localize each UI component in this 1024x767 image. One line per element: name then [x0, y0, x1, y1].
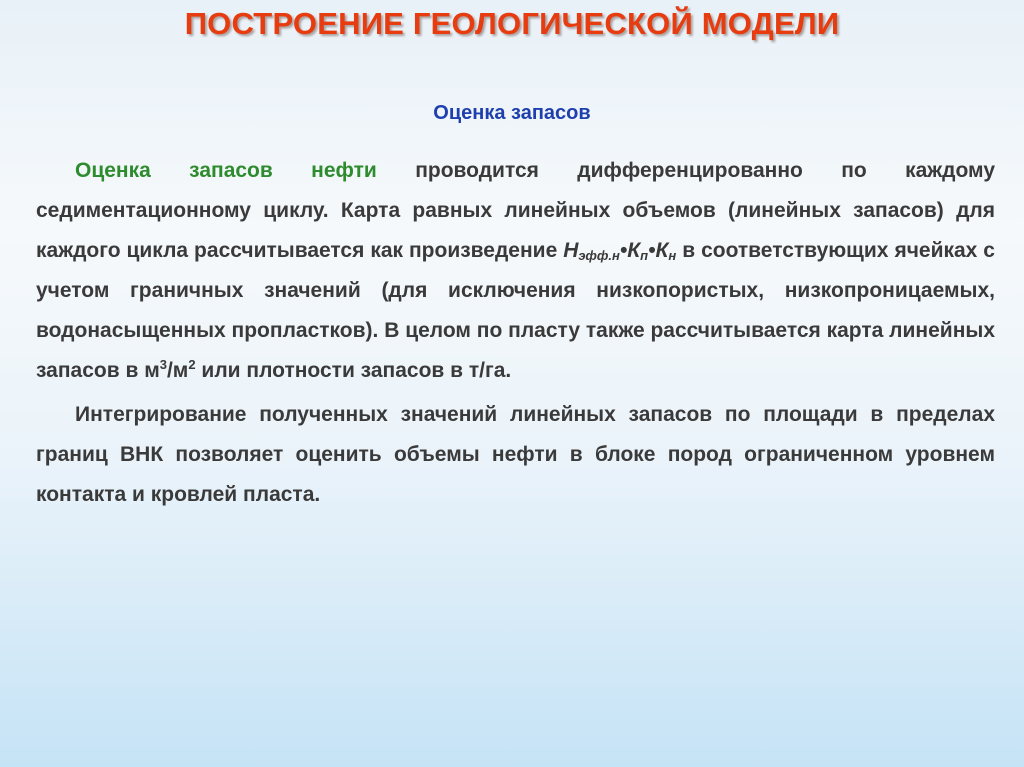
formula-kp-subscript: п — [640, 248, 649, 263]
formula-h: H — [563, 239, 579, 262]
slide-title: ПОСТРОЕНИЕ ГЕОЛОГИЧЕСКОЙ МОДЕЛИ — [184, 6, 840, 41]
formula-dot: • — [619, 239, 628, 262]
formula-kp: К — [627, 239, 641, 262]
paragraph-integration: Интегрирование полученных значений линейных запасов по площади в пределах границ ВНК позволяет оценить объемы нефти в блоке пород ограниченном уровнем контакта и кровлей пласта. — [36, 403, 995, 506]
formula-kn: К — [655, 239, 669, 262]
paragraph-text: /м — [166, 359, 189, 382]
slide-content — [36, 151, 995, 515]
reserves-formula — [563, 239, 676, 262]
formula-kn-subscript: н — [668, 248, 677, 263]
formula-h-subscript: эфф.н — [578, 248, 620, 263]
section-subtitle: Оценка запасов — [433, 102, 591, 124]
paragraph-lead: Оценка запасов нефти — [75, 159, 377, 182]
unit-superscript: 3 — [159, 357, 167, 372]
paragraph-text: проводится дифференцированно по каждому седиментационному циклу. Карта равных линейных объемов (линейных запасов) для каждого цикла рассчитывается как произведение — [36, 159, 995, 262]
unit-superscript: 2 — [188, 357, 196, 372]
formula-dot: • — [648, 239, 656, 262]
paragraph-text: или плотности запасов в т/га. — [195, 359, 512, 382]
paragraph-reserves-estimation — [36, 151, 995, 391]
paragraph-text: в соответствующих ячейках с учетом граничных значений (для исключения низкопористых, низкопроницаемых, водонасыщенных пропластков). В целом по пласту также рассчитывается карта линейных запасов в м — [36, 239, 995, 382]
